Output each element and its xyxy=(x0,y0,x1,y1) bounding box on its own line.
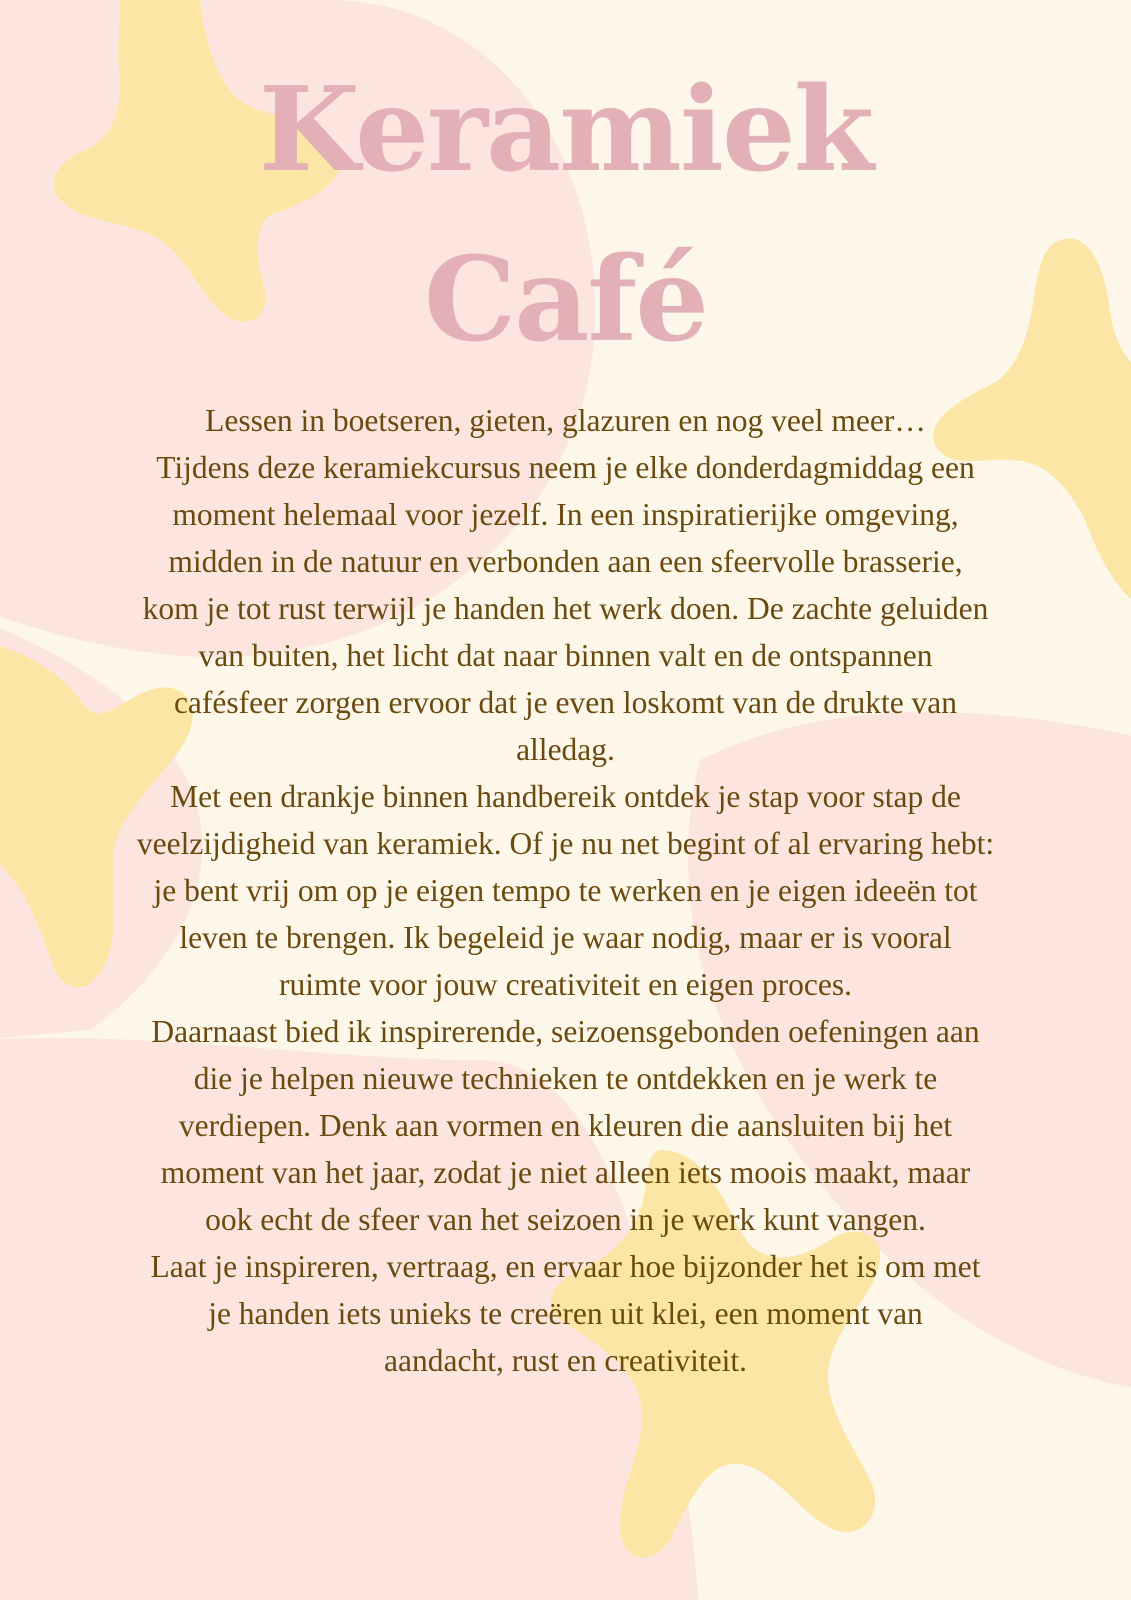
page-title-line-2: Café xyxy=(423,232,708,368)
description-text: Lessen in boetseren, gieten, glazuren en nog veel meer… Tijdens deze keramiekcursus neem je elke donderdagmiddag een moment helemaal voor jezelf. In een inspiratierijke omgeving, midden in de natuur en verbonden aan een sfeervolle brasserie, kom je tot rust terwijl je handen het werk doen. De zachte geluiden van buiten, het licht dat naar binnen valt en de ontspannen cafésfeer zorgen ervoor dat je even loskomt van de drukte van alledag. Met een drankje binnen handbereik ontdek je stap voor stap de veelzijdigheid van keramiek. Of je nu net begint of al ervaring hebt: je bent vrij om op je eigen tempo te werken en je eigen ideeën tot leven te brengen. Ik begeleid je waar nodig, maar er is vooral ruimte voor jouw creativiteit en eigen proces. Daarnaast bied ik inspirerende, seizoensgebonden oefeningen aan die je helpen nieuwe technieken te ontdekken en je werk te verdiepen. Denk aan vormen en kleuren die aansluiten bij het moment van het jaar, zodat je niet alleen iets moois maakt, maar ook echt de sfeer van het seizoen in je werk kunt vangen. Laat je inspireren, vertraag, en ervaar hoe bijzonder het is om met je handen iets unieks te creëren uit klei, een moment van aandacht, rust en creativiteit. xyxy=(136,403,995,1378)
page-title-line-1: Keramiek xyxy=(258,62,873,198)
